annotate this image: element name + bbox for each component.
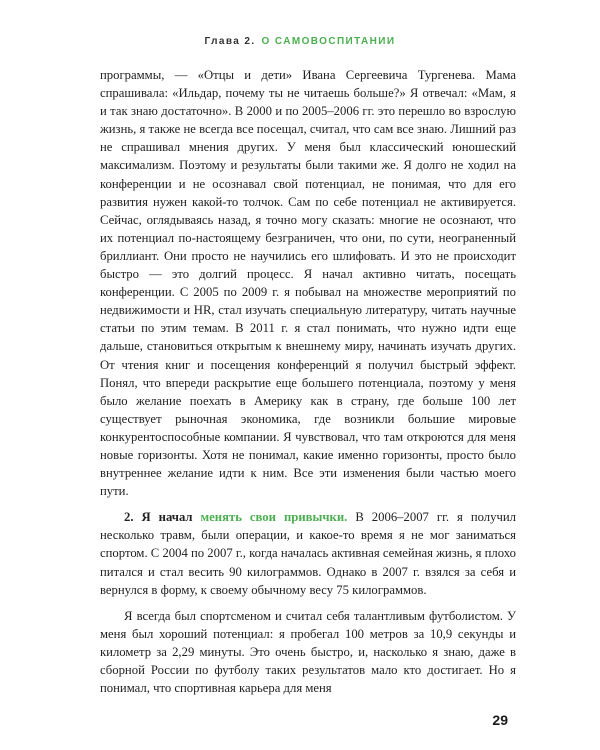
page-body bbox=[100, 66, 516, 697]
chapter-title: О САМОВОСПИТАНИИ bbox=[261, 36, 396, 47]
running-head bbox=[0, 36, 600, 47]
page-number: 29 bbox=[492, 712, 508, 728]
chapter-label: Глава 2. bbox=[204, 36, 256, 47]
paragraph-intro: программы, — «Отцы и дети» Ивана Сергеевича Тургенева. Мама спрашивала: «Ильдар, почему ты не читаешь больше?» Я отвечал: «Мам, я и так знаю достаточно». В 2000 и по 2005–2006 гг. это перешло во взрослую жизнь, я также не всегда все посещал, считал, что сам все знаю. Лишний раз не спрашивал мнения других. У меня был классический юношеский максимализм. Поэтому и результаты были такими же. Я долго не ходил на конференции и не осознавал свой потенциал, не понимая, что для его развития нужен какой-то толчок. Сам по себе потенциал не активируется. Сейчас, оглядываясь назад, я точно могу сказать: многие не осознают, что их потенциал по-настоящему безграничен, что они, по сути, неограненный бриллиант. Они просто не научились его шлифовать. И это не происходит быстро — это долгий процесс. Я начал активно читать, посещать конференции. С 2005 по 2009 г. я побывал на множестве мероприятий по недвижимости и HR, стал изучать специальную литературу, читать научные статьи по этим темам. В 2011 г. я стал понимать, что нужно идти еще дальше, становиться открытым к внешнему миру, начинать изучать других. От чтения книг и посещения конференций я получил быстрый эффект. Понял, что впереди раскрытие еще большего потенциала, поэтому у меня было желание поехать в Америку как в страну, где больше 100 лет существует рыночная экономика, где возникли большие мировые конкурентоспособные компании. Я чувствовал, что там откроются для меня новые горизонты. Хотя не понимал, какие именно горизонты, просто было внутреннее желание идти к ним. Все эти изменения были частью моего пути. bbox=[100, 68, 516, 499]
paragraph-sport: Я всегда был спортсменом и считал себя талантливым футболистом. У меня был хороший потенциал: я пробегал 100 метров за 10,9 секунды и километр за 2,29 минуты. Это очень быстро, и, насколько я знаю, даже в сборной России по футболу таких результатов мало кто достигает. Но я понимал, что спортивная карьера для меня bbox=[100, 608, 516, 696]
list-item-lead: 2. Я начал bbox=[124, 510, 201, 525]
highlighted-phrase: менять свои привычки. bbox=[200, 510, 348, 525]
paragraph-habits-text: В 2006–2007 гг. я получил несколько травм, были операции, и какое-то время я не мог заниматься спортом. С 2004 по 2007 г., когда началась активная семейная жизнь, я плохо питался и стал весить 90 килограммов. Однако в 2007 г. взялся за себя и вернулся в форму, к своему обычному весу 75 килограммов. bbox=[100, 510, 516, 597]
paragraph-habits bbox=[100, 508, 516, 598]
